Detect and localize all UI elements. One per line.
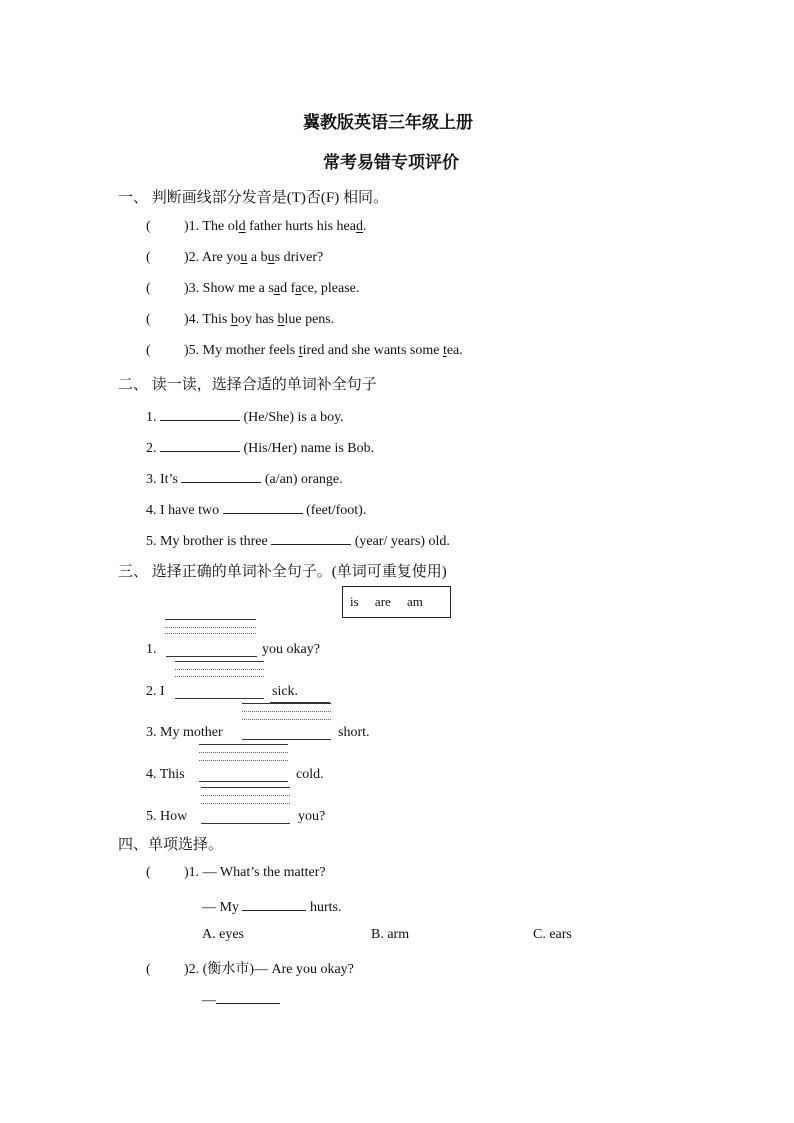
s3-item-3-text: short. — [338, 725, 370, 740]
answer-blank[interactable] — [242, 896, 306, 911]
answer-blank[interactable] — [199, 781, 288, 782]
section-2-heading: 二、 读一读，选择合适的单词补全句子 — [118, 377, 377, 393]
answer-dotted-line — [199, 760, 288, 761]
answer-blank[interactable] — [216, 989, 280, 1004]
s2-item-1: 1. (He/She) is a boy. — [146, 406, 344, 426]
answer-blank[interactable] — [201, 823, 290, 824]
s1-item-3: ( )3. Show me a sad face, please. — [146, 281, 360, 296]
s4-q1-option-a[interactable]: A. eyes — [202, 927, 244, 942]
section-1-heading: 一、 判断画线部分发音是(T)否(F) 相同。 — [118, 190, 388, 206]
word-box-text: is are am — [350, 594, 423, 609]
s4-q2-line2: — — [202, 989, 280, 1009]
answer-dotted-line — [175, 676, 264, 677]
s3-item-4-text: cold. — [296, 767, 324, 782]
s3-item-4-num: 4. This — [146, 767, 185, 782]
s3-item-2-num: 2. I — [146, 684, 165, 699]
s4-q1-line2: — My hurts. — [202, 896, 341, 916]
s3-item-1-text: you okay? — [262, 642, 320, 657]
answer-line — [175, 661, 264, 662]
answer-blank[interactable] — [175, 698, 264, 699]
page-title: 冀教版英语三年级上册 — [303, 113, 473, 132]
answer-blank[interactable] — [223, 499, 303, 514]
s1-item-1: ( )1. The old father hurts his head. — [146, 219, 367, 234]
s2-item-5: 5. My brother is three (year/ years) old. — [146, 530, 450, 550]
answer-line — [165, 619, 256, 620]
section-3-heading: 三、 选择正确的单词补全句子。(单词可重复使用) — [118, 564, 447, 580]
s1-item-2: ( )2. Are you a bus driver? — [146, 250, 324, 265]
section-4-heading: 四、单项选择。 — [118, 837, 224, 853]
s1-item-5: ( )5. My mother feels tired and she wants some tea. — [146, 343, 463, 358]
answer-dotted-line — [242, 719, 331, 720]
answer-dotted-line — [165, 627, 256, 628]
s3-item-2-text: sick. — [272, 684, 299, 699]
s2-item-3: 3. It’s (a/an) orange. — [146, 468, 343, 488]
s1-item-4: ( )4. This boy has blue pens. — [146, 312, 335, 327]
page-subtitle: 常考易错专项评价 — [323, 153, 459, 172]
answer-line — [199, 744, 288, 745]
answer-blank[interactable] — [242, 739, 331, 740]
answer-blank[interactable] — [271, 530, 351, 545]
s3-item-1-num: 1. — [146, 642, 157, 657]
answer-blank[interactable] — [160, 437, 240, 452]
answer-line — [201, 787, 290, 788]
answer-blank[interactable] — [181, 468, 261, 483]
s2-item-2: 2. (His/Her) name is Bob. — [146, 437, 374, 457]
s4-q1-option-b[interactable]: B. arm — [371, 927, 410, 942]
answer-dotted-line — [199, 752, 288, 753]
s3-item-5-num: 5. How — [146, 809, 188, 824]
answer-dotted-line — [175, 669, 264, 670]
answer-blank[interactable] — [160, 406, 240, 421]
answer-line — [242, 703, 331, 704]
answer-dotted-line — [165, 633, 256, 634]
s3-item-3-num: 3. My mother — [146, 725, 223, 740]
s4-q1-option-c[interactable]: C. ears — [533, 927, 572, 942]
s2-item-4: 4. I have two (feet/foot). — [146, 499, 366, 519]
answer-dotted-line — [242, 711, 331, 712]
s3-item-5-text: you? — [298, 809, 326, 824]
answer-dotted-line — [201, 803, 290, 804]
s4-q1: ( )1. — What’s the matter? — [146, 865, 326, 880]
s4-q2: ( )2. (衡水市)— Are you okay? — [146, 962, 354, 977]
answer-dotted-line — [201, 795, 290, 796]
answer-blank[interactable] — [166, 656, 257, 657]
